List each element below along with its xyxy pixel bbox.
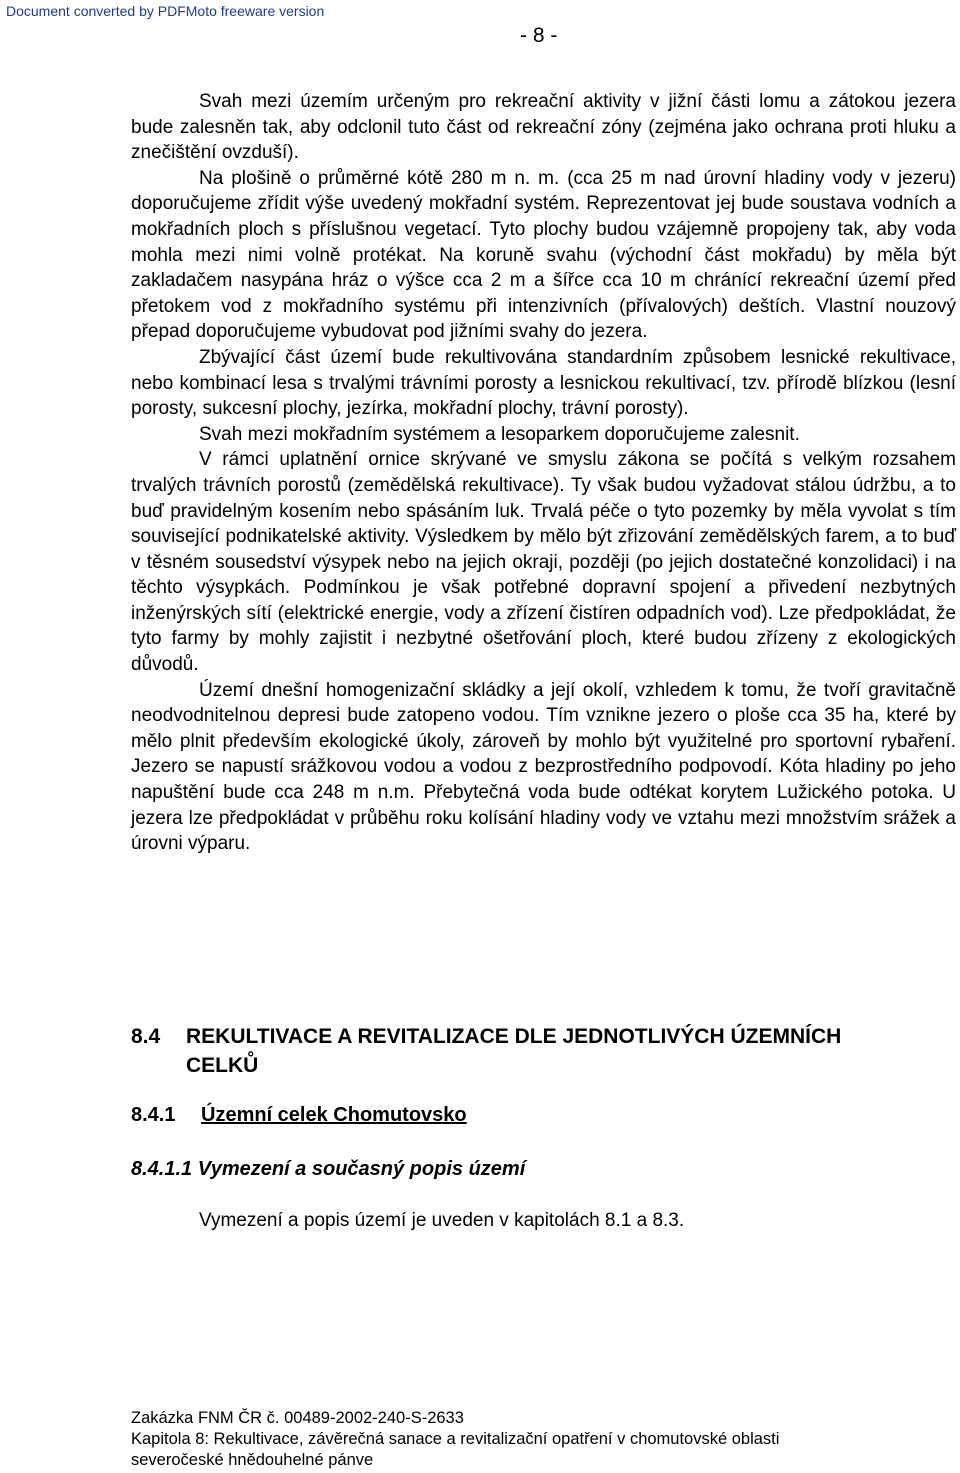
body-text bbox=[131, 89, 956, 857]
section-number: 8.4 bbox=[131, 1025, 161, 1048]
page-footer bbox=[131, 1408, 779, 1471]
footer-contract: Zakázka FNM ČR č. 00489-2002-240-S-2633 bbox=[131, 1409, 464, 1427]
subsubsection-text: Vymezení a popis území je uveden v kapitolách 8.1 a 8.3. bbox=[199, 1210, 685, 1231]
subsection-heading bbox=[131, 1104, 467, 1127]
section-heading bbox=[131, 1022, 866, 1080]
subsubsection-heading: 8.4.1.1 Vymezení a současný popis území bbox=[131, 1158, 526, 1180]
paragraph: Území dnešní homogenizační skládky a její okolí, vzhledem k tomu, že tvoří gravitačně neodvodnitelnou depresi bude zatopeno vodou. Tím vznikne jezero o ploše cca 35 ha, které by mělo plnit především ekologické úkoly, zároveň by mohlo být využitelné pro sportovní rybaření. Jezero se napustí srážkovou vodou a vodou z bezprostředního podpovodí. Kóta hladiny po jeho napuštění bude cca 248 m n.m. Přebytečná voda bude odtékat korytem Lužického potoka. U jezera lze předpokládat v průběhu roku kolísání hladiny vody ve vztahu mezi množstvím srážek a úrovni výparu. bbox=[131, 679, 956, 855]
paragraph: Svah mezi mokřadním systémem a lesoparkem doporučujeme zalesnit. bbox=[199, 423, 800, 445]
footer-chapter: Kapitola 8: Rekultivace, závěrečná sanace a revitalizační opatření v chomutovské oblasti bbox=[131, 1430, 780, 1448]
page-number: - 8 - bbox=[520, 24, 558, 47]
converter-watermark: Document converted by PDFMoto freeware version bbox=[6, 3, 325, 19]
paragraph: Zbývající část území bude rekultivována standardním způsobem lesnické rekultivace, nebo kombinací lesa s trvalými trávními porosty a lesnickou rekultivací, tzv. přírodě blízkou (lesní porosty, sukcesní plochy, jezírka, mokřadní plochy, trávní porosty). bbox=[131, 346, 956, 420]
subsection-number: 8.4.1 bbox=[131, 1104, 176, 1126]
section-title: REKULTIVACE A REVITALIZACE DLE JEDNOTLIVÝCH ÚZEMNÍCH CELKŮ bbox=[186, 1025, 842, 1077]
paragraph: Na plošině o průměrné kótě 280 m n. m. (cca 25 m nad úrovní hladiny vody v jezeru) doporučujeme zřídit výše uvedený mokřadní systém. Reprezentovat jej bude soustava vodních a mokřadních ploch s příslušnou vegetací. Tyto plochy budou vzájemně propojeny tak, aby voda mohla mezi nimi volně protékat. Na koruně svahu (východní část mokřadu) by měla být zakladačem nasypána hráz o výšce cca 2 m a šířce cca 10 m chránící rekreační území před přetokem vod z mokřadního systému při intenzivních (přívalových) deštích. Vlastní nouzový přepad doporučujeme vybudovat pod jižními svahy do jezera. bbox=[131, 167, 956, 343]
paragraph: Svah mezi územím určeným pro rekreační aktivity v jižní části lomu a zátokou jezera bude zalesněn tak, aby odclonil tuto část od rekreační zóny (zejména jako ochrana proti hluku a znečištění ovzduší). bbox=[131, 91, 956, 164]
paragraph: V rámci uplatnění ornice skrývané ve smyslu zákona se počítá s velkým rozsahem trvalých trávních porostů (zemědělská rekultivace). Ty však budou vyžadovat stálou údržbu, a to buď pravidelným kosením nebo spásáním luk. Trvalá péče o tyto pozemky by měla vyvolat s tím související podnikatelské aktivity. Výsledkem by mělo být zřizování zemědělských farem, a to buď v těsném sousedství výsypek nebo na jejich okraji, později (po jejich dostatečné konzolidaci) i na těchto výsypkách. Podmínkou je však potřebné dopravní spojení a přivedení nezbytných inženýrských sítí (elektrické energie, vody a zřízení čistíren odpadních vod). Lze předpokládat, že tyto farmy by mohly zajistit i nezbytné ošetřování ploch, které budou zřízeny z ekologických důvodů. bbox=[131, 449, 956, 676]
footer-region: severočeské hnědouhelné pánve bbox=[131, 1451, 374, 1469]
subsection-title: Územní celek Chomutovsko bbox=[201, 1104, 467, 1126]
